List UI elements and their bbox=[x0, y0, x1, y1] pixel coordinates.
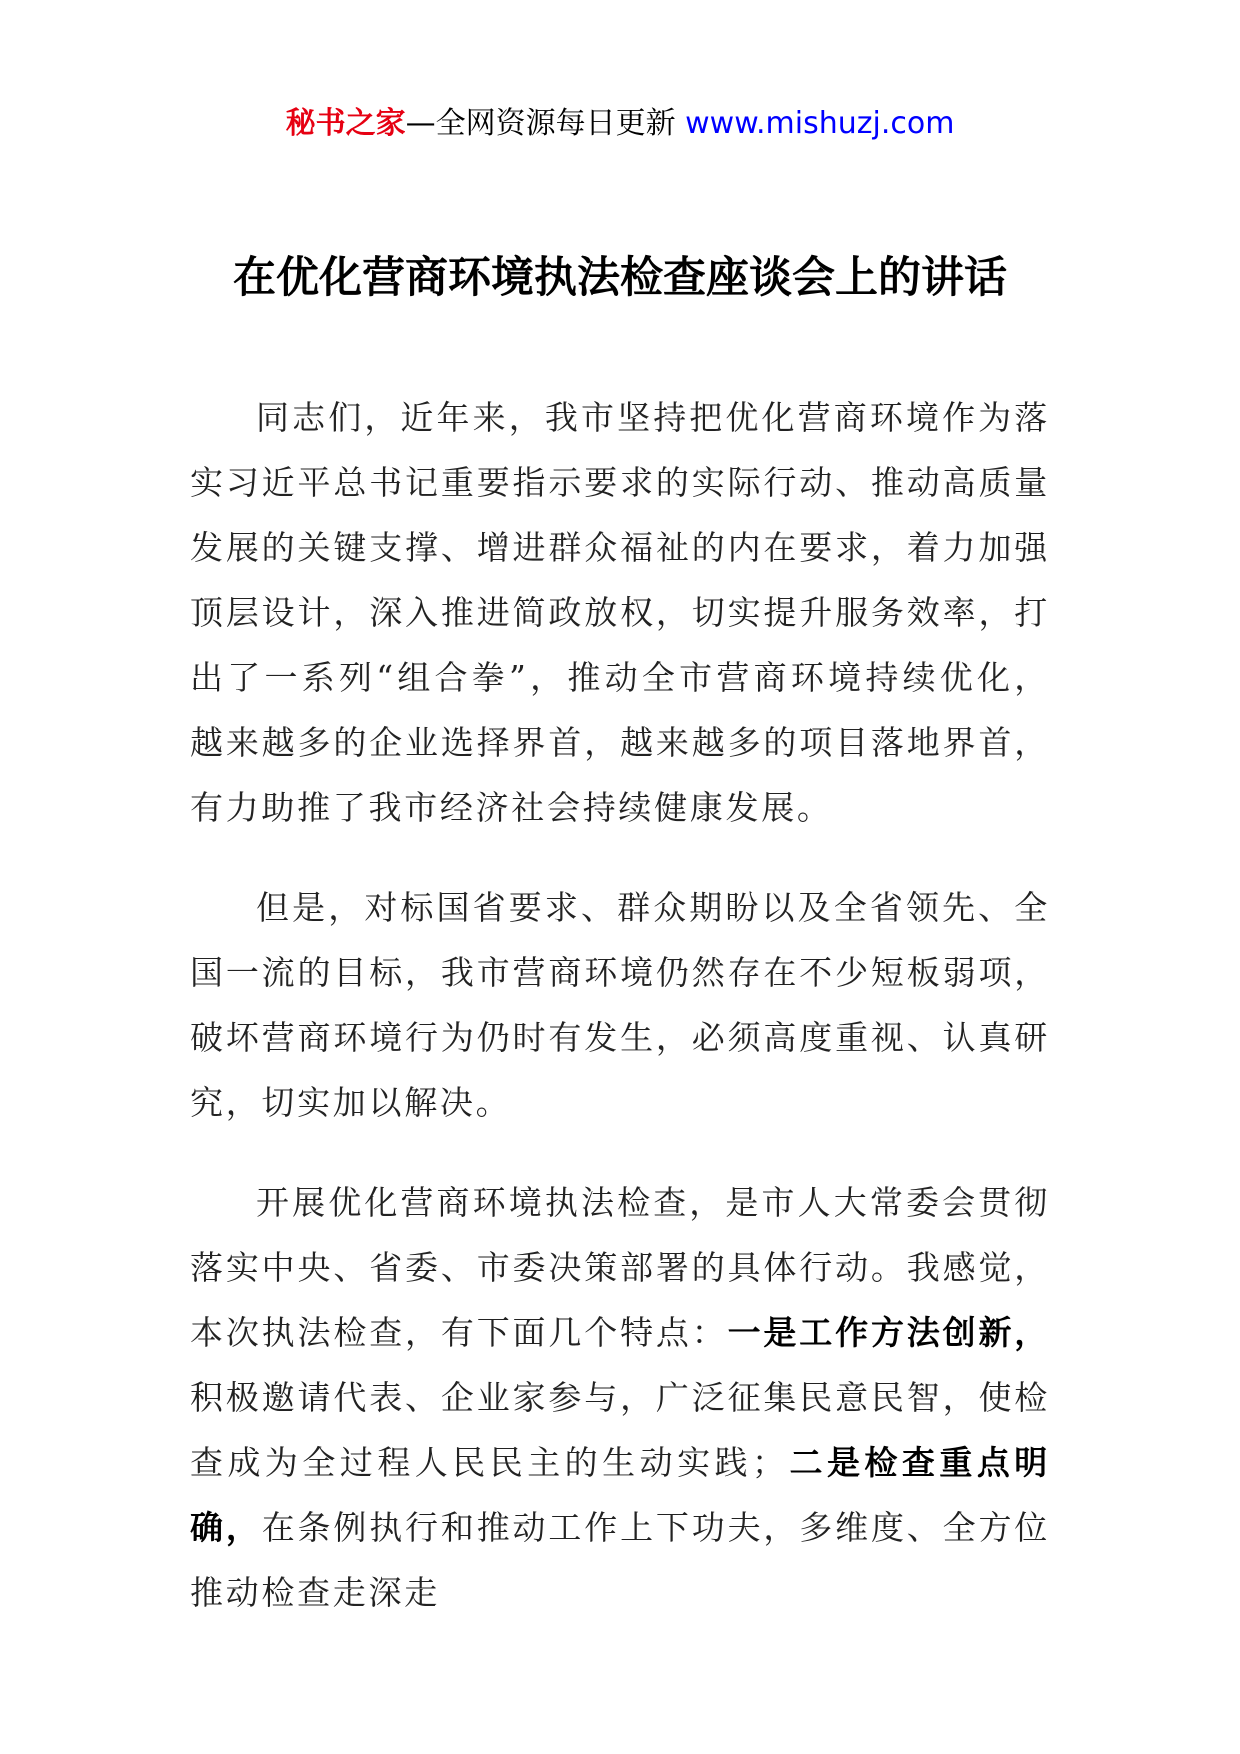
site-brand: 秘书之家 bbox=[285, 106, 406, 141]
paragraph-3-text-c: 在条例执行和推动工作上下功夫，多维度、全方位推动检查走深走 bbox=[190, 1508, 1050, 1612]
paragraph-1: 同志们，近年来，我市坚持把优化营商环境作为落实习近平总书记重要指示要求的实际行动、推动高质量发展的关键支撑、增进群众福祉的内在要求，着力加强顶层设计，深入推进简政放权，切实提升服务效率，打出了一系列“组合拳”，推动全市营商环境持续优化，越来越多的企业选择界首，越来越多的项目落地界首，有力助推了我市经济社会持续健康发展。 bbox=[190, 398, 1050, 827]
site-url-link[interactable]: www.mishuzj.com bbox=[685, 106, 955, 141]
paragraph-3-text-b: 积极邀请代表、企业家参与，广泛征集民意民智，使检查成为全过程人民民主的生动实践； bbox=[190, 1378, 1050, 1482]
site-tagline: —全网资源每日更新 bbox=[405, 106, 676, 141]
document-body bbox=[190, 385, 1050, 1625]
paragraph-3 bbox=[190, 1170, 1050, 1625]
paragraph-2: 但是，对标国省要求、群众期盼以及全省领先、全国一流的目标，我市营商环境仍然存在不少短板弱项，破坏营商环境行为仍时有发生，必须高度重视、认真研究，切实加以解决。 bbox=[190, 888, 1050, 1122]
highlight-point-1: 一是工作方法创新， bbox=[727, 1313, 1051, 1352]
paragraph-3-text-a: 开展优化营商环境执法检查，是市人大常委会贯彻落实中央、省委、市委决策部署的具体行动。我感觉，本次执法检查，有下面几个特点： bbox=[190, 1183, 1050, 1352]
document-title: 在优化营商环境执法检查座谈会上的讲话 bbox=[233, 253, 1007, 303]
site-header bbox=[0, 100, 1240, 148]
highlight-point-2: 二是检查重点明确， bbox=[190, 1443, 1050, 1547]
